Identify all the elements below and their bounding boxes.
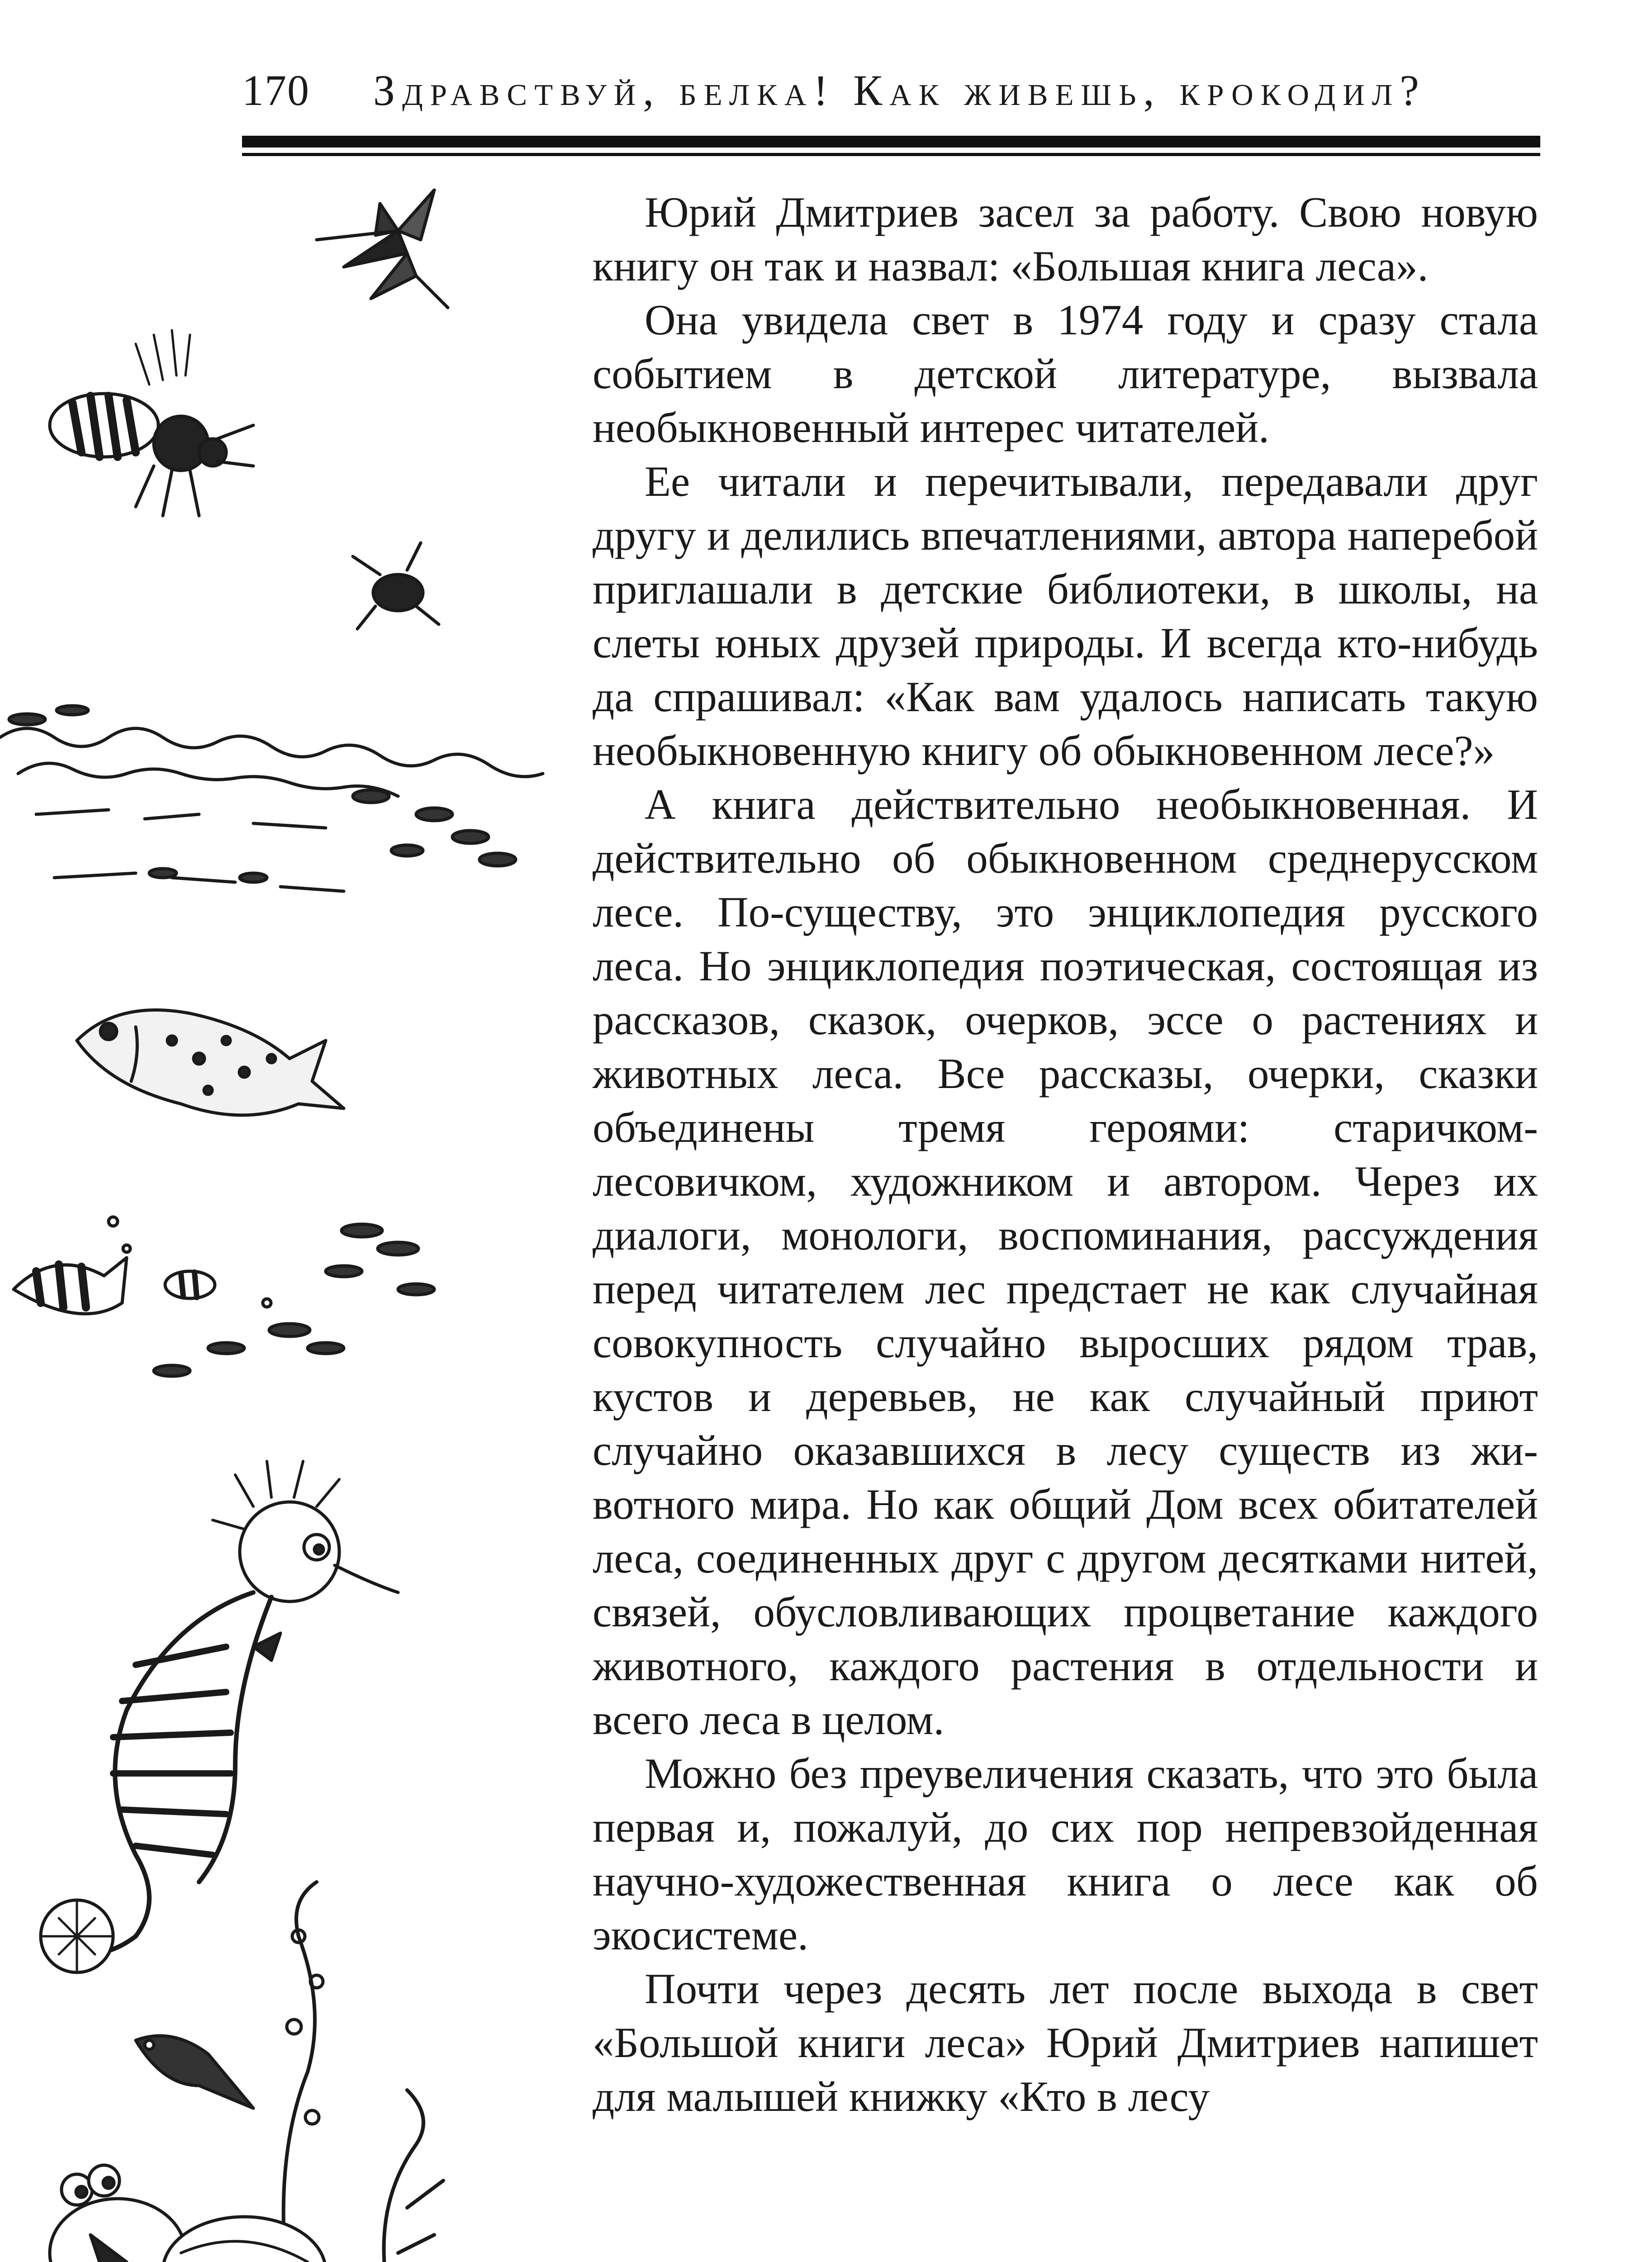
header-rule-thick — [242, 136, 1540, 147]
striped-fish-illustration — [14, 1217, 434, 1376]
page-number: 170 — [242, 66, 310, 114]
main-text — [593, 185, 1538, 2262]
butterfly-illustration — [317, 190, 448, 308]
fly-illustration — [353, 543, 439, 629]
paragraph-4: А книга действительно необыкновенная. И действительно об обыкновенном среднерусском лесе. По-существу, это энциклопедия русского леса. Но энциклопедия поэтическая, состоящая из рассказов, сказок, очерков, эссе о растениях и животных леса. Все рассказы, очерки, сказки объединены тремя героями: старичком-лесовичком, художником и автором. Через их диалоги, монологи, воспоминания, рассуждения перед читателем лес предстает не как случайная совокупность случайно выросших рядом трав, кустов и деревьев, не как случайный приют случайно оказавшихся в лесу существ из животного мира. Но как общий Дом всех обитателей леса, соединенных друг с другом десятками нитей, связей, обусловливающих процветание каждого животного, каждого растения в отдельности и всего леса в целом. — [593, 780, 1538, 1744]
paragraph-3: Ее читали и перечитывали, передавали друг другу и делились впечатлениями, автора наперебой приглашали в детские библиотеки, в школы, на слеты юных друзей природы. И всегда кто-нибудь да спрашивал: «Как вам удалось написать такую необыкновенную книгу об обыкновенном лесе?» — [593, 457, 1538, 775]
water-waves-illustration — [0, 706, 543, 891]
seahorse-illustration — [41, 1461, 398, 1972]
seaweed-illustration — [136, 1882, 443, 2262]
header-rule-thin — [242, 153, 1540, 156]
trout-illustration — [77, 1010, 344, 1116]
paragraph-2: Она увидела свет в 1974 году и сразу стала событием в детской литературе, вызвала необыкновенный интерес читателей. — [593, 296, 1538, 451]
bee-illustration — [50, 330, 253, 516]
margin-illustration — [0, 172, 556, 2262]
running-head — [242, 59, 1540, 118]
running-title: Здравствуй, белка! Как живешь, крокодил? — [373, 66, 1426, 114]
paragraph-5: Можно без преувеличения сказать, что это была первая и, пожалуй, до сих пор непревзойденная научно-художественная книга о лесе как об экосистеме. — [593, 1749, 1538, 1959]
paragraph-1: Юрий Дмитриев засел за работу. Свою новую книгу он так и назвал: «Большая книга леса». — [593, 188, 1538, 290]
crab-illustration — [18, 2165, 543, 2262]
paragraph-6: Почти через десять лет после выхода в свет «Большой книги леса» Юрий Дмитриев напишет для малышей книжку «Кто в лесу — [593, 1965, 1538, 2120]
